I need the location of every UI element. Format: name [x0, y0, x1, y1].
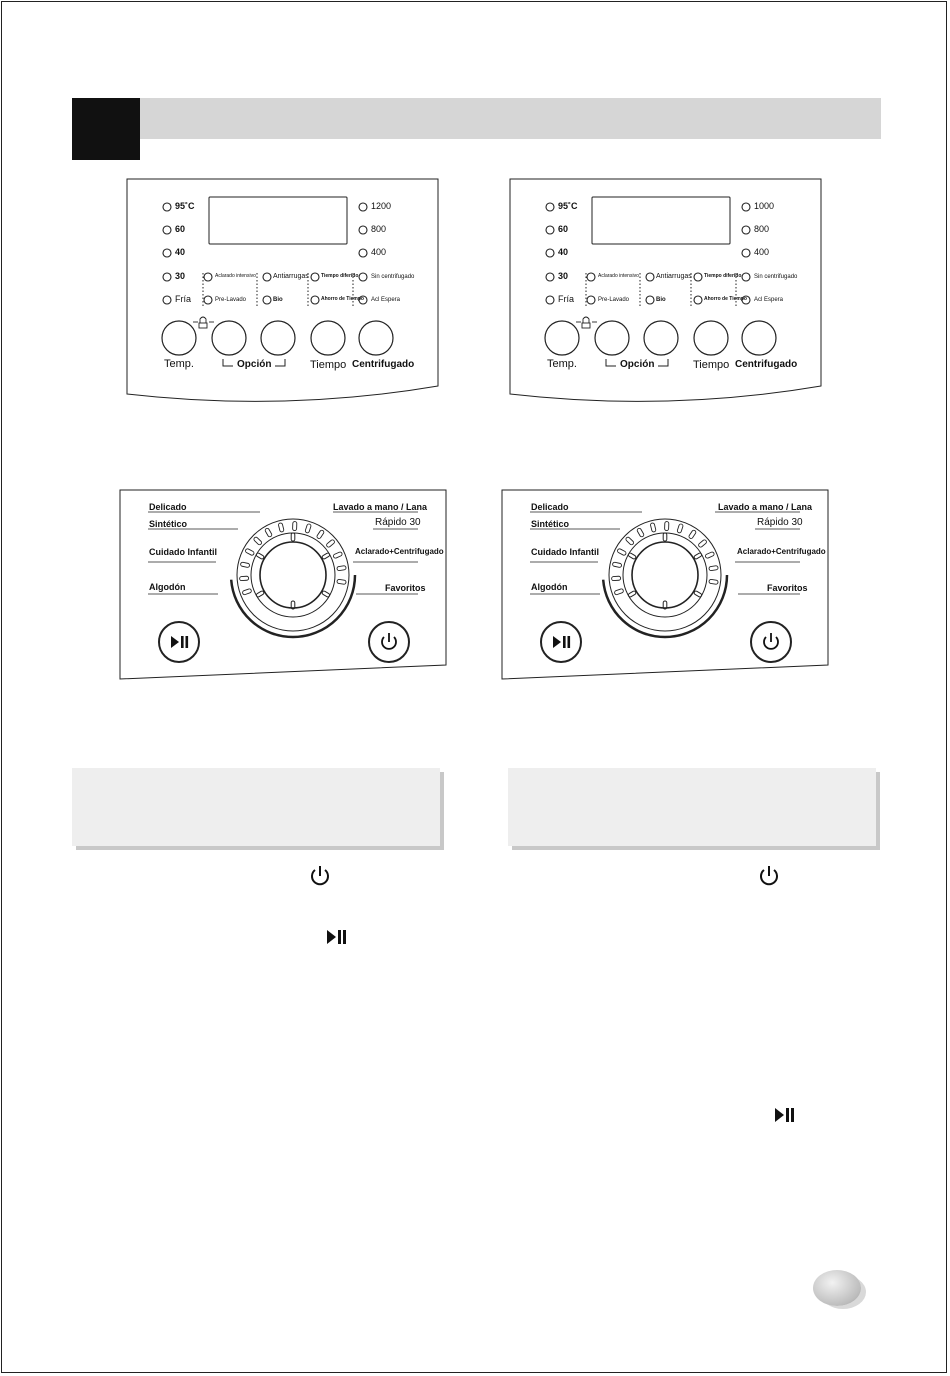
option-delay: Tiempo diferido: [704, 273, 742, 279]
play-pause-icon: [171, 636, 188, 648]
dial-position-mark: [637, 528, 645, 538]
dial-position-mark: [625, 536, 634, 545]
dial-position-mark: [293, 521, 297, 530]
dial-position-mark: [614, 588, 624, 595]
dial-position-mark: [278, 523, 284, 533]
section-marker: [72, 98, 140, 160]
program-baby-care: Cuidado Infantil: [149, 547, 217, 557]
spin-button-label[interactable]: Centrifugado: [735, 359, 798, 370]
dial-position-mark: [612, 562, 622, 568]
spin-max: 1200: [371, 201, 392, 211]
option-intensive-rinse: Aclarado intensivo: [598, 273, 639, 279]
dial-panel-left: [118, 487, 448, 682]
program-synthetic: Sintético: [531, 519, 570, 529]
dial-grip-mark: [628, 552, 637, 559]
dial-grip-mark: [322, 590, 331, 597]
dial-panel-right: [500, 487, 830, 682]
program-baby-care: Cuidado Infantil: [531, 547, 599, 557]
spin-800: 800: [371, 224, 387, 234]
play-pause-icon: [772, 1104, 796, 1126]
temp-40: 40: [558, 247, 569, 257]
option-intensive-rinse: Aclarado intensivo: [215, 273, 256, 279]
option-bio: Bio: [656, 297, 666, 303]
dial-position-mark: [242, 588, 252, 595]
dial-position-mark: [617, 548, 627, 556]
page-number-oval: [813, 1270, 861, 1306]
program-cotton: Algodón: [531, 582, 568, 592]
dial-position-mark: [709, 566, 718, 571]
dial-grip-mark: [291, 533, 295, 541]
power-icon: [309, 864, 331, 888]
power-icon: [764, 633, 778, 649]
spin-none: Sin centrifugado: [754, 274, 798, 280]
dial-position-mark: [650, 523, 656, 533]
dial-grip-mark: [663, 533, 667, 541]
program-rinse-spin: Aclarado+Centrifugado: [355, 547, 444, 556]
program-quick-30: Rápido 30: [375, 517, 421, 528]
program-dial[interactable]: [231, 513, 355, 637]
dial-position-mark: [253, 536, 262, 545]
dial-grip-mark: [256, 552, 265, 559]
power-button[interactable]: [751, 622, 791, 662]
temp-cold: Fría: [175, 294, 192, 304]
dial-grip-mark: [628, 590, 637, 597]
play-pause-icon: [553, 636, 570, 648]
dial-position-mark: [677, 524, 684, 534]
child-lock-icon: [193, 317, 214, 328]
option-bio: Bio: [273, 297, 283, 303]
dial-position-mark: [316, 530, 324, 540]
start-pause-button[interactable]: [159, 622, 199, 662]
option-prewash: Pre-Lavado: [598, 297, 630, 303]
option-prewash: Pre-Lavado: [215, 297, 247, 303]
option-anti-crease: Antiarrugas: [656, 273, 692, 280]
note-box-left: [72, 768, 440, 846]
power-button[interactable]: [369, 622, 409, 662]
play-pause-icon: [324, 926, 348, 948]
rinse-hold: Acl Espera: [371, 297, 401, 303]
dial-grip-mark: [694, 552, 703, 559]
temp-30: 30: [175, 271, 186, 281]
spin-800: 800: [754, 224, 770, 234]
dial-position-mark: [333, 551, 343, 558]
dial-position-mark: [709, 579, 718, 584]
time-button-label[interactable]: Tiempo: [310, 359, 347, 371]
temp-95: 95˚C: [175, 201, 195, 211]
dial-position-mark: [611, 576, 620, 581]
program-hand-wool: Lavado a mano / Lana: [333, 502, 428, 512]
dial-grip-mark: [322, 552, 331, 559]
temp-button-label[interactable]: Temp.: [547, 358, 577, 370]
option-button-label[interactable]: Opción: [620, 359, 655, 370]
dial-position-mark: [698, 539, 707, 548]
dial-position-mark: [337, 566, 346, 571]
option-time-save: Ahorro de Tiempo: [321, 296, 364, 302]
program-cotton: Algodón: [149, 582, 186, 592]
dial-position-mark: [265, 528, 273, 538]
program-synthetic: Sintético: [149, 519, 188, 529]
dial-grip-mark: [694, 590, 703, 597]
program-hand-wool: Lavado a mano / Lana: [718, 502, 813, 512]
option-anti-crease: Antiarrugas: [273, 273, 309, 280]
option-delay: Tiempo diferido: [321, 273, 359, 279]
rinse-hold: Acl Espera: [754, 297, 784, 303]
program-rinse-spin: Aclarado+Centrifugado: [737, 547, 826, 556]
option-time-save: Ahorro de Tiempo: [704, 296, 747, 302]
note-box-right: [508, 768, 876, 846]
control-panel-right: [508, 176, 824, 402]
spin-max: 1000: [754, 201, 775, 211]
control-panel-left: [125, 176, 441, 402]
dial-position-mark: [665, 521, 669, 530]
start-pause-button[interactable]: [541, 622, 581, 662]
dial-position-mark: [705, 551, 715, 558]
dial-grip-mark: [256, 590, 265, 597]
section-header-bar: [140, 98, 881, 139]
temp-95: 95˚C: [558, 201, 578, 211]
time-button-label[interactable]: Tiempo: [693, 359, 730, 371]
spin-400: 400: [754, 247, 770, 257]
power-icon: [382, 633, 396, 649]
program-quick-30: Rápido 30: [757, 517, 803, 528]
dial-position-mark: [337, 579, 346, 584]
spin-none: Sin centrifugado: [371, 274, 415, 280]
program-favorite: Favoritos: [767, 583, 808, 593]
dial-position-mark: [688, 530, 696, 540]
program-delicate: Delicado: [531, 502, 569, 512]
dial-position-mark: [326, 539, 335, 548]
temp-30: 30: [558, 271, 569, 281]
program-delicate: Delicado: [149, 502, 187, 512]
temp-60: 60: [558, 224, 569, 234]
dial-position-mark: [245, 548, 255, 556]
dial-position-mark: [240, 562, 250, 568]
temp-40: 40: [175, 247, 186, 257]
temp-button-label[interactable]: Temp.: [164, 358, 194, 370]
dial-position-mark: [239, 576, 248, 581]
spin-button-label[interactable]: Centrifugado: [352, 359, 415, 370]
spin-400: 400: [371, 247, 387, 257]
program-favorite: Favoritos: [385, 583, 426, 593]
power-icon: [758, 864, 780, 888]
program-dial[interactable]: [603, 513, 727, 637]
child-lock-icon: [576, 317, 597, 328]
temp-cold: Fría: [558, 294, 575, 304]
dial-position-mark: [305, 524, 312, 534]
temp-60: 60: [175, 224, 186, 234]
option-button-label[interactable]: Opción: [237, 359, 272, 370]
